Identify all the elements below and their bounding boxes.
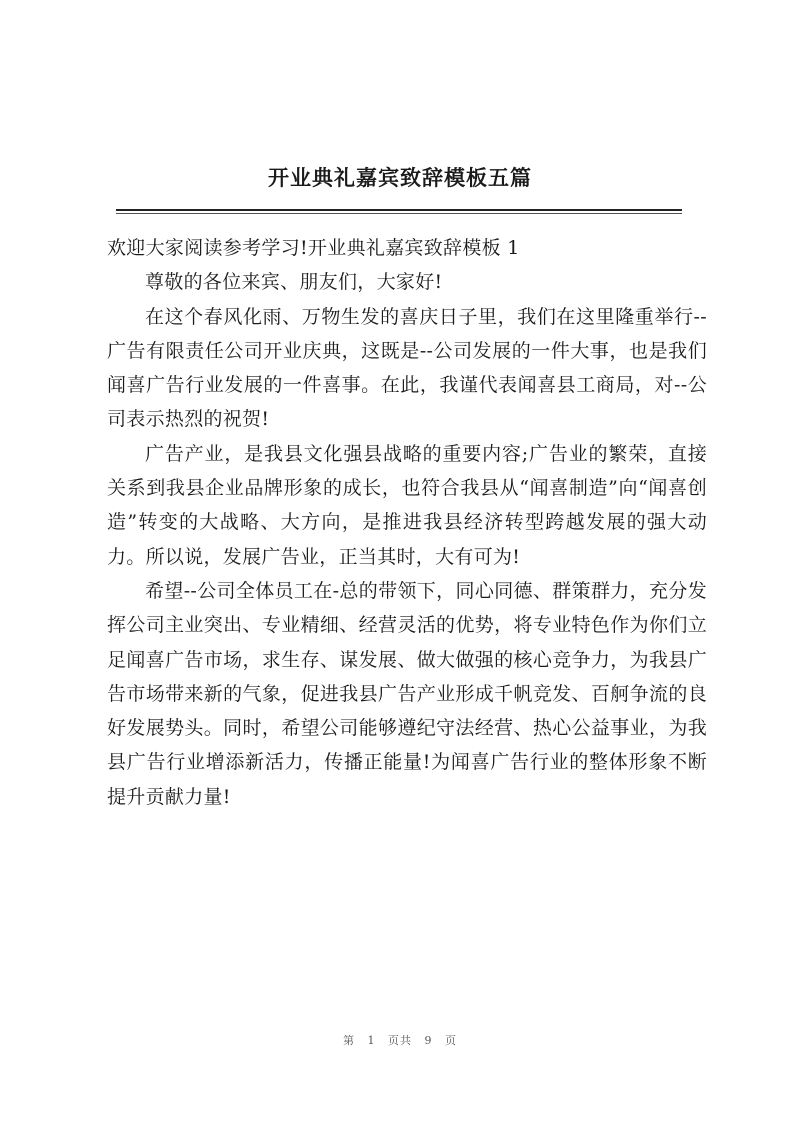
footer-prefix: 第 bbox=[343, 1034, 355, 1047]
footer-middle: 页共 bbox=[388, 1034, 412, 1047]
title-rule-thin bbox=[116, 213, 682, 214]
paragraph-hope: 希望--公司全体员工在-总的带领下，同心同德、群策群力，充分发挥公司主业突出、专业精细、经营灵活的优势，将专业特色作为你们立足闻喜广告市场，求生存、谋发展、做大做强的核心竞争力，为我县广告市场带来新的气象，促进我县广告产业形成千帆竞发、百舸争流的良好发展势头。同时，希望公司能够遵纪守法经营、热心公益事业，为我县广告行业增添新活力，传播正能量!为闻喜广告行业的整体形象不断提升贡献力量! bbox=[107, 579, 707, 808]
paragraph-greeting: 尊敬的各位来宾、朋友们，大家好! bbox=[145, 271, 443, 294]
document-body bbox=[107, 231, 707, 814]
footer-suffix: 页 bbox=[445, 1034, 457, 1047]
paragraph-industry: 广告产业，是我县文化强县战略的重要内容;广告业的繁荣，直接关系到我县企业品牌形象的成长，也符合我县从“闻喜制造”向“闻喜创造”转变的大战略、大方向，是推进我县经济转型跨越发展的强大动力。所以说，发展广告业，正当其时，大有可为! bbox=[107, 442, 707, 568]
document-title: 开业典礼嘉宾致辞模板五篇 bbox=[268, 165, 532, 190]
footer-total-pages: 9 bbox=[424, 1034, 433, 1047]
footer-page-number: 1 bbox=[367, 1034, 376, 1047]
paragraph-opening: 在这个春风化雨、万物生发的喜庆日子里，我们在这里隆重举行--广告有限责任公司开业庆典，这既是--公司发展的一件大事，也是我们闻喜广告行业发展的一件喜事。在此，我谨代表闻喜县工商局，对--公司表示热烈的祝贺! bbox=[107, 305, 707, 431]
intro-line: 欢迎大家阅读参考学习!开业典礼嘉宾致辞模板 1 bbox=[107, 237, 520, 259]
page-footer bbox=[0, 1032, 800, 1048]
title-rule bbox=[116, 209, 682, 211]
